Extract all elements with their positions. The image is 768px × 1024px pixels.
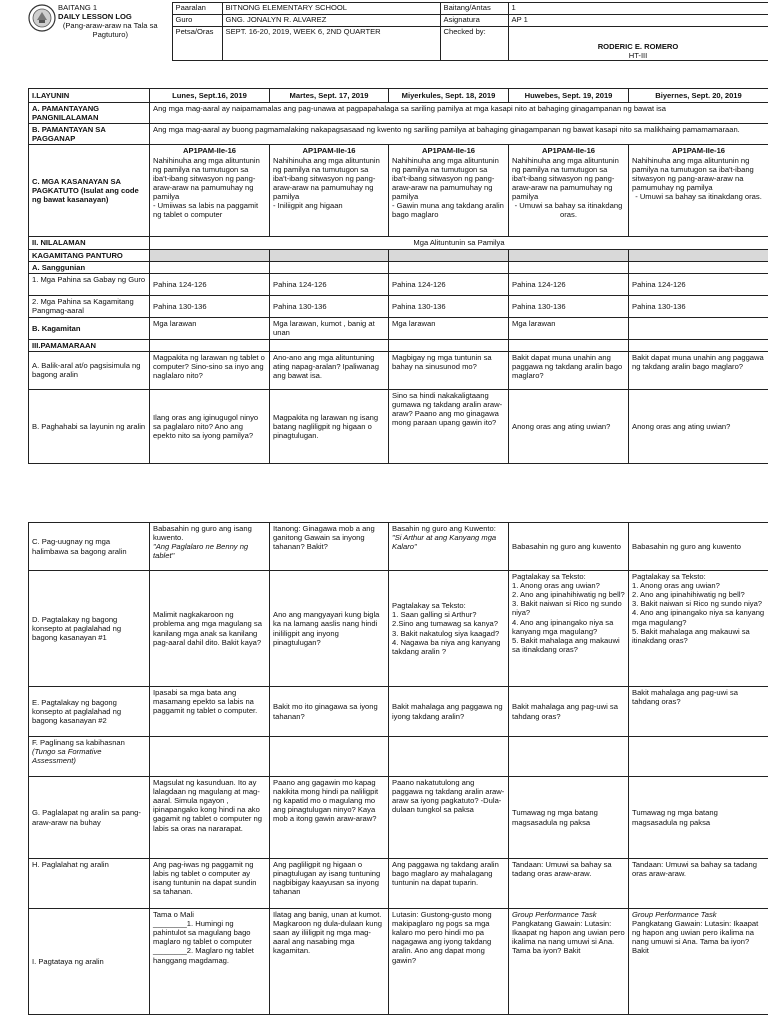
evaluation-monday-item-two: ________2. Maglaro ng tablet hanggang magdamag. [153,946,254,965]
competency-tuesday [270,145,389,237]
page-one [0,0,768,468]
materials-wednesday: Mga larawan [389,317,509,339]
discussion-two-monday: Ipasabi sa mga bata ang masamang epekto sa labis na paggamit ng tablet o computer. [150,687,270,737]
teacher-label: Guro [172,15,222,27]
subject-value: AP 1 [508,15,768,27]
generalization-label: H. Paglalahat ng aralin [29,859,150,909]
day-friday: Biyernes, Sept. 20, 2019 [629,89,768,103]
competency-detail: - Gawin muna ang takdang aralin bago maglaro [392,201,504,220]
list-item: 3. Bakit naiwan si Rico ng sundo niya? [632,599,763,609]
examples-monday-text: Babasahin ng guro ang isang kuwento. [153,524,252,543]
checked-by-label: Checked by: [440,27,508,61]
evaluation-friday-task: Group Performance Task [632,910,717,919]
evaluation-monday-title: Tama o Mali [153,910,194,919]
grade-level-label: Baitang/Antas [440,3,508,15]
discussion-one-wednesday [389,571,509,687]
list-item: 4. Nagawa ba niya ang kanyang takdang aralin ? [392,637,501,656]
discussion-one-monday: Malimit nagkakaroon ng problema ang mga magulang sa kanilang mga anak sa kanilang pag-aaral dahil dito. Bakit kaya? [150,571,270,687]
teacher-guide-monday: Pahina 124-126 [150,273,270,295]
learner-material-wednesday: Pahina 130-136 [389,295,509,317]
date-label: Petsa/Oras [172,27,222,61]
application-monday: Magsulat ng kasunduan. Ito ay lalagdaan ng magulang at mag-aaral. Simula ngayon , ipinapangako kong hindi na ako gagamit ng tablet o computer ng labis sa oras na nararapat. [150,777,270,859]
day-monday: Lunes, Sept.16, 2019 [150,89,270,103]
list-item: 3. Bakit naiwan si Rico ng sundo niya? [512,599,622,618]
school-value: BITNONG ELEMENTARY SCHOOL [222,3,440,15]
review-monday: Magpakita ng larawan ng tablet o computer? Sino-sino sa inyo ang naglalaro nito? [150,351,270,389]
materials-friday [629,317,768,339]
discussion-two-label: E. Pagtalakay ng bagong konsepto at paglalahad ng bagong kasanayan #2 [29,687,150,737]
generalization-wednesday: Ang paggawa ng takdang aralin bago maglaro ay mahalagang tuntunin na dapat tuparin. [389,859,509,909]
performance-standard-text: Ang mga mag-aaral ay buong pagmamalaking nakapagsasaad ng kwento ng sariling pamilya at bahaging ginagampanan ng bawat kasapi nito sa malikhaing pamamamaraan. [150,124,768,145]
date-value: SEPT. 16-20, 2019, WEEK 6, 2ND QUARTER [222,27,440,61]
dll-title: DAILY LESSON LOG [58,11,132,21]
review-wednesday: Magbigay ng mga tuntunin sa bahay na sinusunod mo? [389,351,509,389]
examples-tuesday: Itanong: Ginagawa mob a ang ganitong Gawain sa inyong tahanan? Bakit? [270,523,389,571]
evaluation-label: I. Pagtataya ng aralin [29,909,150,1015]
examples-label: C. Pag-uugnay ng mga halimbawa sa bagong aralin [29,523,150,571]
content-standard-text: Ang mga mag-aaral ay naipamamalas ang pag-unawa at pagpapahalaga sa sariling pamilya at mga kasapi nito at bahaging ginagampanan ng bawat isa [150,103,768,124]
competency-code: AP1PAM-IIe-16 [182,146,237,156]
evaluation-friday [629,909,768,1015]
mastery-label: F. Paglinang sa kabihasnan [32,738,125,747]
teacher-value: GNG. JONALYN R. ALVAREZ [222,15,440,27]
mastery-label-note: (Tungo sa Formative Assessment) [32,747,102,766]
procedures-heading: III.PAMAMARAAN [29,339,150,351]
competency-detail: - Umiiwas sa labis na paggamit ng tablet o computer [153,201,259,220]
purpose-monday: Ilang oras ang iginugugol ninyo sa paglalaro nito? Ano ang epekto nito sa iyong pamilya? [150,389,270,463]
examples-monday-story: "Ang Paglalaro ne Benny ng tablet" [153,542,249,561]
competency-code: AP1PAM-IIe-16 [671,146,726,156]
competency-text: Nahihinuha ang mga alituntunin ng pamilya na tumutugon sa iba't-ibang sitwasyon ng pang-araw-araw na pamumuhay ng pamilya [392,155,499,201]
application-friday: Tumawag ng mga batang magsasadula ng paksa [629,777,768,859]
day-thursday: Huwebes, Sept. 19, 2019 [509,89,629,103]
lesson-table-part-one [28,88,768,464]
performance-standard-label: B. PAMANTAYAN SA PAGGANAP [29,124,150,145]
evaluation-monday [150,909,270,1015]
purpose-tuesday: Magpakita ng larawan ng isang batang nagliligpit ng higaan o pinagtulugan. [270,389,389,463]
evaluation-monday-item-one: ________1. Humingi ng pahintulot sa magulang bago maglaro ng tablet o computer [153,919,252,947]
list-item: 4. Ano ang ipinangako niya sa kanyang mga magulang? [632,608,765,627]
learner-material-label: 2. Mga Pahina sa Kagamitang Pangmag-aaral [29,295,150,317]
learner-material-friday: Pahina 130-136 [629,295,768,317]
discussion-two-friday: Bakit mahalaga ang pag-uwi sa tahdang oras? [629,687,768,737]
references-label: A. Sanggunian [29,261,150,273]
teacher-guide-thursday: Pahina 124-126 [509,273,629,295]
materials-tuesday: Mga larawan, kumot , banig at unan [270,317,389,339]
school-label: Paaralan [172,3,222,15]
competency-thursday [509,145,629,237]
grade-level-value: 1 [508,3,768,15]
evaluation-thursday-task: Group Performance Task [512,910,597,919]
materials-monday: Mga larawan [150,317,270,339]
day-tuesday: Martes, Sept. 17, 2019 [270,89,389,103]
discussion-one-label: D. Pagtalakay ng bagong konsepto at paglalahad ng bagong kasanayan #1 [29,571,150,687]
objectives-heading: I.LAYUNIN [29,89,150,103]
list-item: 3. Bakit nakatulog siya kaagad? [392,628,500,638]
content-standard-label: A. PAMANTAYANG PANGNILALAMAN [29,103,150,124]
review-friday: Bakit dapat muna unahin ang paggawa ng takdang aralin bago maglaro? [629,351,768,389]
generalization-monday: Ang pag-iwas ng paggamit ng labis ng tablet o computer ay isang tuntunin na dapat sundin sa tahanan. [150,859,270,909]
competency-detail: - Iniliigpit ang higaan [273,201,343,211]
list-item: 1. Anong oras ang uwian? [512,581,600,591]
learner-material-thursday: Pahina 130-136 [509,295,629,317]
materials-heading: KAGAMITANG PANTURO [29,249,150,261]
subject-label: Asignatura [440,15,508,27]
application-wednesday: Paano nakatutulong ang paggawa ng takdang aralin araw-araw sa iyong pagkatuto? -Dula-dulaan tungkol sa paksa [389,777,509,859]
discussion-two-thursday: Bakit mahalaga ang pag-uwi sa tahdang oras? [509,687,629,737]
competency-friday [629,145,768,237]
application-label: G. Paglalapat ng aralin sa pang-araw-araw na buhay [29,777,150,859]
generalization-tuesday: Ang pagliligpit ng higaan o pinagtulugan ay isang tuntuning nagbibigay kaayusan sa inyong tahanan [270,859,389,909]
examples-thursday: Babasahin ng guro ang kuwento [509,523,629,571]
list-item: Pagtalakay sa Teksto: [512,572,586,581]
list-item: 1. Anong oras ang uwian? [632,581,720,591]
competency-text: Nahihinuha ang mga alituntunin ng pamilya na tumutugon sa iba't-ibang sitwasyon ng pang-araw-araw na pamumuhay ng pamilya [273,155,380,201]
list-item: 5. Bakit mahalaga ang makauwi sa itinakdang oras? [512,635,620,654]
examples-monday [150,523,270,571]
discussion-one-thursday [509,571,629,687]
learner-material-monday: Pahina 130-136 [150,295,270,317]
purpose-wednesday: Sino sa hindi nakakaligtaang gumawa ng takdang aralin araw-araw? Paano ang mo ginagawa mong paraan upang gawin ito? [389,389,509,463]
learner-material-tuesday: Pahina 130-136 [270,295,389,317]
examples-wednesday [389,523,509,571]
competency-wednesday [389,145,509,237]
page-two [0,520,768,1024]
competency-code: AP1PAM-IIe-16 [302,146,356,156]
competency-text: Nahihinuha ang mga alituntunin ng pamilya na tumutugon sa iba't-ibang sitwasyon ng pang-araw-araw na pamumuhay ng pamilya [632,155,754,192]
checker-cell [508,27,768,61]
evaluation-tuesday: Ilatag ang banig, unan at kumot. Magkaroon ng dula-dulaan kung saan ay iliiligpit ng mga mag-aaral ang nasabing mga kagamitan. [270,909,389,1015]
materials-label: B. Kagamitan [29,317,150,339]
competency-code: AP1PAM-IIe-16 [421,146,476,156]
teacher-guide-label: 1. Mga Pahina sa Gabay ng Guro [29,273,150,295]
evaluation-friday-text: Pangkatang Gawain: Lutasin: Ikaapat ng hapon ang uwian pero ikalima na nang umuwi si Ana. Tama ba iyon? Bakit [632,919,759,956]
mastery-label-cell [29,737,150,777]
day-wednesday: Miyerkules, Sept. 18, 2019 [389,89,509,103]
examples-wednesday-text: Basahin ng guro ang Kuwento: [392,524,496,533]
review-thursday: Bakit dapat muna unahin ang paggawa ng takdang aralin bago maglaro? [509,351,629,389]
discussion-one-tuesday: Ano ang mangyayari kung bigla ka na lamang aaslis nang hindi inililigpit ang inyong pinagtulugan? [270,571,389,687]
review-label: A. Balik-aral at/o pagsisimula ng bagong aralin [29,351,150,389]
list-item: Pagtalakay sa Teksto: [632,572,706,581]
lesson-table-part-two [28,522,768,1015]
generalization-friday: Tandaan: Umuwi sa bahay sa tadang oras araw-araw. [629,859,768,909]
discussion-one-friday [629,571,768,687]
header-title-block [22,3,172,61]
application-tuesday: Paano ang gagawin mo kapag nakikita mong hindi pa naliligpit ng kapatid mo o magulang mo ang pinagtulugan ninyo? Kaya mob a itong gawin araw-araw? [270,777,389,859]
content-label: II. NILALAMAN [29,237,150,249]
dll-subtitle: (Pang-araw-araw na Tala sa Pagtuturo) [62,20,158,39]
review-tuesday: Ano-ano ang mga alituntuning ating napag-aralan? Ipaliwanag ang bawat isa. [270,351,389,389]
evaluation-thursday [509,909,629,1015]
competency-detail: - Umuwi sa bahay sa itinakdang oras. [635,191,762,201]
grade-label: BAITANG 1 [58,2,98,12]
competency-detail: - Umuwi sa bahay sa itinakdang oras. [514,201,623,220]
purpose-friday: Anong oras ang ating uwian? [629,389,768,463]
competency-code: AP1PAM-IIe-16 [541,146,596,156]
content-text: Mga Alituntunin sa Pamilya [150,237,768,249]
list-item: 2.Sino ang tumawag sa kanya? [392,619,498,629]
competencies-label: C. MGA KASANAYAN SA PAGKATUTO (Isulat ang code ng bawat kasanayan) [29,145,150,237]
header-table [22,2,768,61]
purpose-thursday: Anong oras ang ating uwian? [509,389,629,463]
competency-text: Nahihinuha ang mga alituntunin ng pamilya na tumutugon sa iba't-ibang sitwasyon ng pang-araw-araw na pamumuhay ng pamilya [153,155,260,201]
examples-friday: Babasahin ng guro ang kuwento [629,523,768,571]
checker-title: HT-III [628,50,648,60]
list-item: 1. Saan galling si Arthur? [392,610,477,620]
list-item: 5. Bakit mahalaga ang makauwi sa itinakdang oras? [632,626,750,645]
purpose-label: B. Paghahabi sa layunin ng aralin [29,389,150,463]
examples-wednesday-story: "Si Arthur at ang Kanyang mga Kalaro" [392,533,497,552]
list-item: 2. Ano ang ipinahihiwatig ng bell? [512,590,625,600]
list-item: 2. Ano ang ipinahihiwatig ng bell? [632,590,745,600]
discussion-two-tuesday: Bakit mo ito ginagawa sa iyong tahanan? [270,687,389,737]
evaluation-thursday-text: Pangkatang Gawain: Lutasin: Ikaapat ng hapon ang uwian pero ikalima na nang umuwi si Ana. Tama ba iyon? Bakit [512,919,625,956]
list-item: Pagtalakay sa Teksto: [392,601,466,611]
materials-thursday: Mga larawan [509,317,629,339]
list-item: 4. Ano ang ipinangako niya sa kanyang mga magulang? [512,617,614,636]
evaluation-wednesday: Lutasin: Gustong-gusto mong makipaglaro ng pogs sa mga kalaro mo pero hindi mo pa nagagawa ang iyong takdang aralin. Ano ang dapat mong gawin? [389,909,509,1015]
competency-text: Nahihinuha ang mga alituntunin ng pamilya na tumutugon sa iba't-ibang sitwasyon ng pang-araw-araw na pamumuhay ng pamilya [512,155,619,201]
teacher-guide-friday: Pahina 124-126 [629,273,768,295]
teacher-guide-wednesday: Pahina 124-126 [389,273,509,295]
generalization-thursday: Tandaan: Umuwi sa bahay sa tadang oras araw-araw. [509,859,629,909]
competency-monday [150,145,270,237]
application-thursday: Tumawag ng mga batang magsasadula ng paksa [509,777,629,859]
discussion-two-wednesday: Bakit mahalaga ang paggawa ng iyong takdang aralin? [389,687,509,737]
checker-name: RODERIC E. ROMERO [597,41,679,51]
teacher-guide-tuesday: Pahina 124-126 [270,273,389,295]
